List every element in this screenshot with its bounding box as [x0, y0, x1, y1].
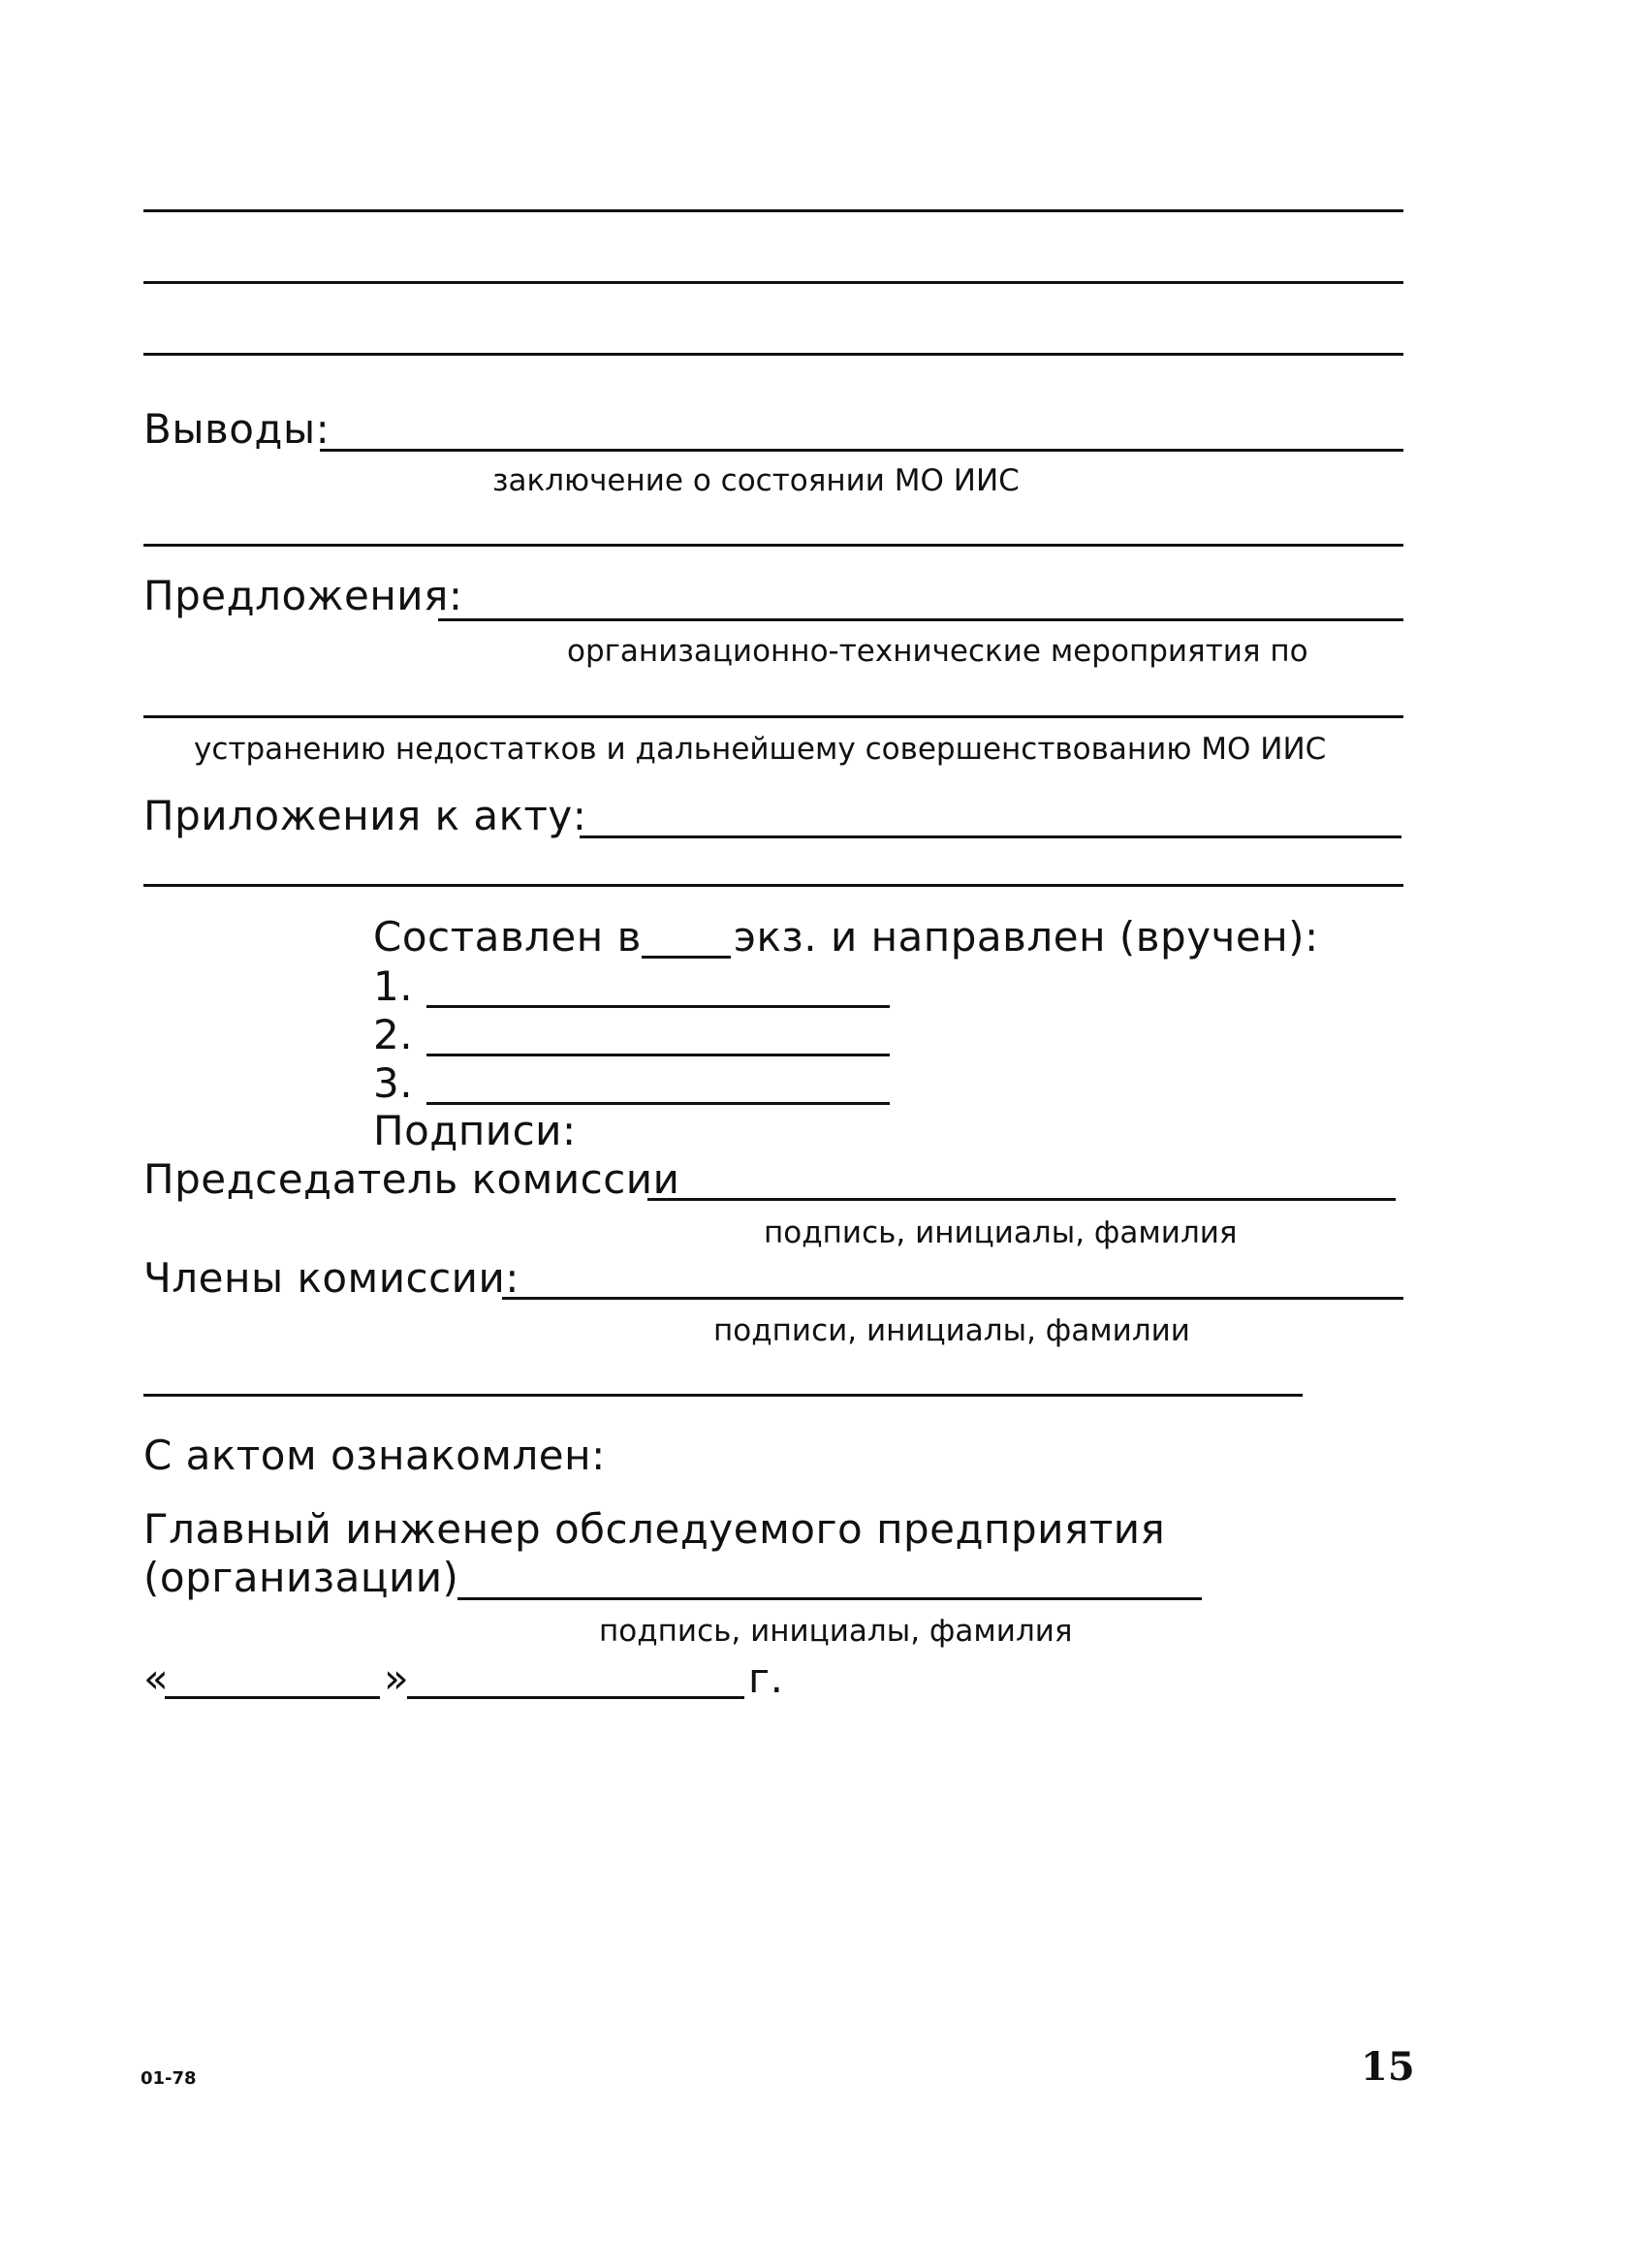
distribution-prefix: Составлен в: [373, 913, 642, 961]
distribution-suffix: экз. и направлен (вручен):: [734, 913, 1319, 961]
conclusions-extra-line[interactable]: [143, 544, 1403, 547]
recipient-field-3[interactable]: [426, 1102, 890, 1105]
members-caption: подписи, инициалы, фамилии: [713, 1313, 1190, 1348]
chairman-signature-field[interactable]: [647, 1198, 1396, 1201]
attachments-field[interactable]: [580, 835, 1401, 838]
proposals-caption-1: организационно-технические мероприятия по: [567, 634, 1308, 669]
date-close-quote: »: [384, 1654, 410, 1702]
recipient-field-2[interactable]: [426, 1054, 890, 1056]
proposals-field[interactable]: [438, 618, 1403, 621]
attachments-extra-line[interactable]: [143, 884, 1403, 887]
date-year-suffix: г.: [748, 1654, 784, 1702]
proposals-caption-2: устранению недостатков и дальнейшему совершенствованию МО ИИС: [194, 732, 1327, 767]
page-number: 15: [1361, 2044, 1415, 2090]
signatures-heading: Подписи:: [373, 1107, 577, 1154]
engineer-label-line1: Главный инженер обследуемого предприятия: [143, 1505, 1166, 1553]
date-day-field[interactable]: [165, 1696, 380, 1699]
chairman-label: Председатель комиссии: [143, 1155, 680, 1203]
proposals-label: Предложения:: [143, 572, 463, 619]
blank-line-2[interactable]: [143, 281, 1403, 284]
recipient-number-2: 2.: [373, 1011, 414, 1058]
document-code: 01-78: [141, 2068, 197, 2089]
recipient-number-1: 1.: [373, 962, 414, 1010]
recipient-field-1[interactable]: [426, 1005, 890, 1008]
conclusions-field[interactable]: [320, 449, 1403, 452]
engineer-label-line2: (организации): [143, 1554, 459, 1601]
engineer-caption: подпись, инициалы, фамилия: [599, 1614, 1073, 1649]
members-label: Члены комиссии:: [143, 1254, 519, 1302]
blank-line-1[interactable]: [143, 209, 1403, 212]
copies-count-field[interactable]: [642, 956, 731, 959]
chairman-caption: подпись, инициалы, фамилия: [764, 1215, 1238, 1250]
acknowledgement-heading: С актом ознакомлен:: [143, 1432, 606, 1479]
recipient-number-3: 3.: [373, 1059, 414, 1107]
members-extra-line[interactable]: [143, 1394, 1303, 1397]
blank-line-3[interactable]: [143, 353, 1403, 356]
members-signature-field[interactable]: [502, 1297, 1403, 1300]
conclusions-label: Выводы:: [143, 405, 331, 453]
conclusions-caption: заключение о состоянии МО ИИС: [492, 463, 1020, 498]
attachments-label: Приложения к акту:: [143, 792, 587, 839]
date-month-field[interactable]: [407, 1696, 744, 1699]
proposals-extra-line[interactable]: [143, 715, 1403, 718]
date-open-quote: «: [143, 1654, 170, 1702]
engineer-signature-field[interactable]: [457, 1597, 1202, 1600]
